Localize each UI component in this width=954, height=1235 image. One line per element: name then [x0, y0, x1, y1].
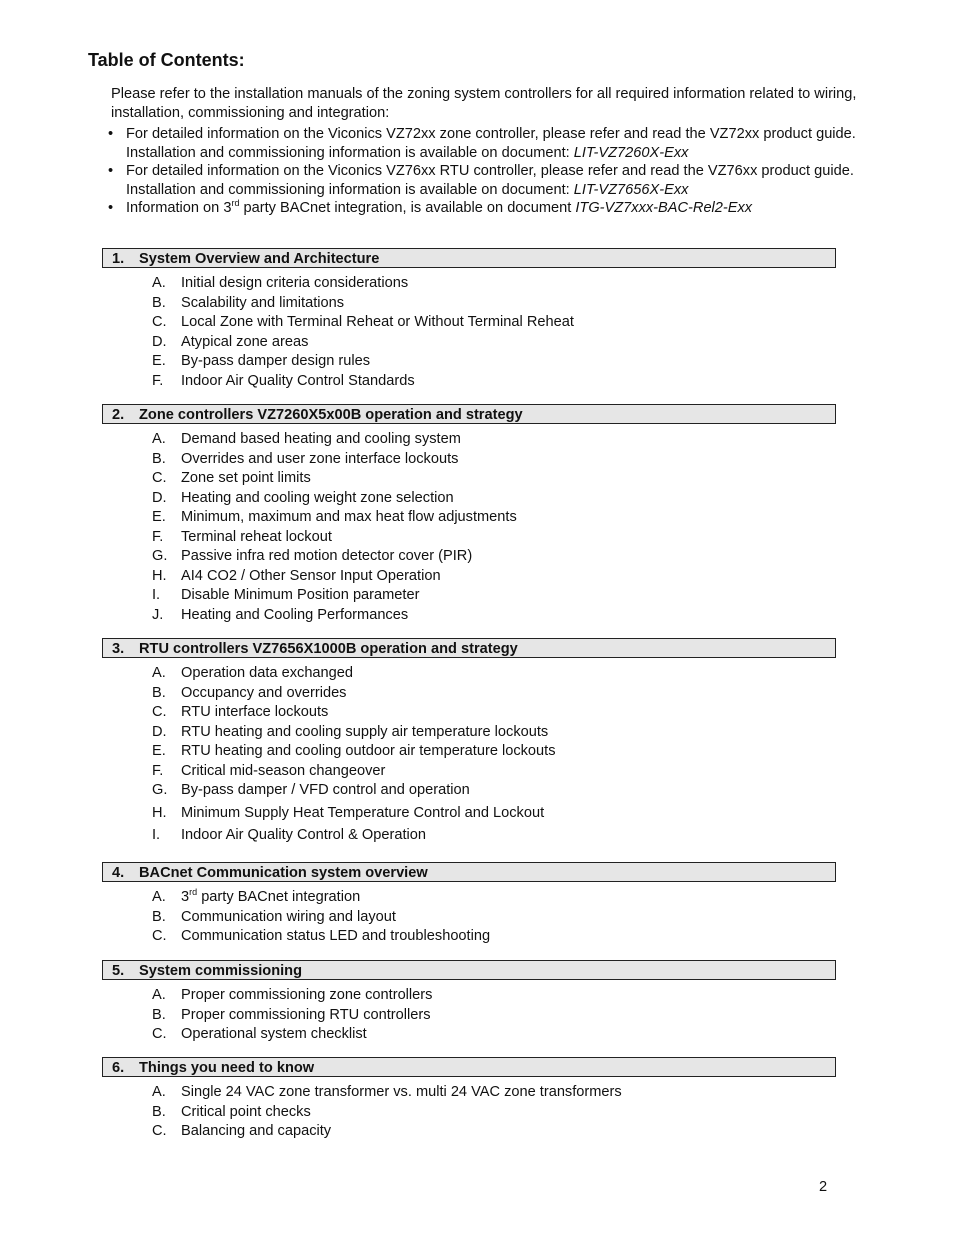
toc-entry-text: Operation data exchanged — [181, 665, 354, 681]
section-number: 5. — [112, 963, 125, 979]
toc-entry-letter: A. — [152, 431, 166, 447]
toc-entry-letter: C. — [152, 1123, 167, 1139]
section-number: 2. — [112, 407, 125, 423]
toc-entry-text: Occupancy and overrides — [181, 684, 347, 701]
section-number: 4. — [112, 865, 125, 881]
toc-entry-text: Critical point checks — [181, 1103, 311, 1120]
toc-entry-text: Disable Minimum Position parameter — [181, 587, 420, 603]
toc-entry-letter: A. — [152, 1084, 166, 1100]
reference-text: For detailed information on the Viconics VZ76xx RTU controller, please refer and read the VZ76xx product guide. Installation and commissioning information is available on document: — [126, 163, 854, 198]
toc-entry-letter: B. — [152, 1103, 166, 1120]
toc-entry-text: Demand based heating and cooling system — [181, 431, 461, 447]
toc-entry-text: Operational system checklist — [181, 1026, 367, 1042]
section-title: Zone controllers VZ7260X5x00B operation and strategy — [139, 407, 523, 423]
toc-entry-letter: E. — [152, 509, 166, 525]
toc-entry-letter: C. — [152, 314, 167, 330]
reference-doc: ITG-VZ7xxx-BAC-Rel2-Exx — [575, 200, 753, 216]
section-number: 1. — [112, 251, 125, 267]
toc-entry-letter: A. — [152, 665, 166, 681]
toc-entry-letter: I. — [152, 587, 161, 603]
section-number: 3. — [112, 641, 125, 657]
toc-entry-letter: H. — [152, 567, 167, 584]
toc-entry-letter: F. — [152, 528, 164, 545]
toc-entry-letter: C. — [152, 470, 167, 486]
reference-text-pre: Information on 3 — [126, 200, 232, 216]
toc-entry-text: Minimum Supply Heat Temperature Control and Lockout — [181, 804, 545, 821]
toc-entry-letter: J. — [152, 606, 164, 623]
toc-entry-letter: D. — [152, 489, 167, 506]
section-title: System Overview and Architecture — [139, 251, 380, 267]
toc-entry-text: Terminal reheat lockout — [181, 528, 332, 545]
section-title: RTU controllers VZ7656X1000B operation and strategy — [139, 641, 518, 657]
section-header — [102, 960, 836, 980]
toc-entry-letter: A. — [152, 889, 166, 905]
toc-entry-text: Communication status LED and troubleshooting — [181, 928, 491, 944]
section-header — [102, 248, 836, 268]
toc-entry-letter: F. — [152, 762, 164, 779]
toc-entry-text: Atypical zone areas — [181, 333, 309, 350]
toc-entry-text: Minimum, maximum and max heat flow adjustments — [181, 509, 517, 525]
toc-entry-text: Communication wiring and layout — [181, 908, 396, 925]
section-header — [102, 1057, 836, 1077]
toc-entry-letter: I. — [152, 827, 161, 843]
toc-entry-text: Scalability and limitations — [181, 294, 345, 311]
toc-entry-letter: B. — [152, 294, 166, 311]
toc-entry-text: Overrides and user zone interface lockouts — [181, 450, 459, 467]
bullet-dot: • — [108, 163, 114, 179]
toc-entry-letter: C. — [152, 1026, 167, 1042]
toc-entry-letter: B. — [152, 450, 166, 467]
page-title: Table of Contents: — [88, 50, 245, 70]
toc-entry-letter: E. — [152, 353, 166, 369]
reference-text: For detailed information on the Viconics VZ72xx zone controller, please refer and read the VZ72xx product guide. Installation and commissioning information is available on document: — [126, 126, 856, 161]
superscript: rd — [189, 887, 198, 897]
toc-entry-letter: D. — [152, 333, 167, 350]
superscript: rd — [231, 198, 240, 208]
toc-entry-text: RTU heating and cooling outdoor air temperature lockouts — [181, 743, 556, 759]
toc-entry-text: Heating and Cooling Performances — [181, 606, 409, 623]
toc-entry-text: Indoor Air Quality Control Standards — [181, 372, 415, 389]
toc-entry-letter: F. — [152, 372, 164, 389]
toc-entry-text: Balancing and capacity — [181, 1123, 332, 1139]
section-header — [102, 638, 836, 658]
toc-entry-text: Indoor Air Quality Control & Operation — [181, 827, 426, 843]
toc-entry-text: Critical mid-season changeover — [181, 762, 386, 779]
section-header — [102, 404, 836, 424]
section-number: 6. — [112, 1060, 125, 1076]
toc-entry-text-post: party BACnet integration — [197, 889, 361, 905]
toc-entry-text-pre: 3 — [181, 889, 190, 905]
toc-entry-text: RTU interface lockouts — [181, 704, 329, 720]
bullet-dot: • — [108, 126, 114, 142]
reference-item — [108, 199, 878, 218]
reference-item — [108, 125, 878, 162]
reference-list — [108, 125, 878, 218]
toc-entry-letter: B. — [152, 908, 166, 925]
page-number: 2 — [819, 1179, 828, 1195]
reference-doc: LIT-VZ7260X-Exx — [573, 144, 689, 161]
toc-entry-text: Passive infra red motion detector cover (PIR) — [181, 548, 473, 564]
toc-entry-text: Zone set point limits — [181, 470, 311, 486]
toc-entry-text: Local Zone with Terminal Reheat or Without Terminal Reheat — [181, 314, 574, 330]
toc-entry-letter: G. — [152, 782, 168, 798]
toc-entry-text — [181, 888, 360, 908]
reference-text-post: party BACnet integration, is available on document — [239, 200, 576, 216]
toc-entry-letter: H. — [152, 804, 167, 821]
toc-entry-letter: D. — [152, 723, 167, 740]
reference-doc: LIT-VZ7656X-Exx — [573, 181, 689, 198]
toc-entry-letter: G. — [152, 548, 168, 564]
toc-entry-text: Proper commissioning zone controllers — [181, 987, 433, 1003]
toc-entry-text: RTU heating and cooling supply air temperature lockouts — [181, 723, 549, 740]
toc-entry-text: Heating and cooling weight zone selection — [181, 489, 454, 506]
toc-entry-text: By-pass damper / VFD control and operation — [181, 782, 470, 798]
toc-entry-text: By-pass damper design rules — [181, 353, 370, 369]
toc-entry-text: Proper commissioning RTU controllers — [181, 1006, 431, 1023]
section-header — [102, 862, 836, 882]
toc-entry-text: Single 24 VAC zone transformer vs. multi 24 VAC zone transformers — [181, 1084, 622, 1100]
reference-item — [108, 162, 878, 199]
section-title: Things you need to know — [139, 1060, 315, 1076]
section-title: System commissioning — [139, 963, 303, 979]
toc-entry-letter: C. — [152, 704, 167, 720]
toc-entry-text: AI4 CO2 / Other Sensor Input Operation — [181, 567, 441, 584]
section-title: BACnet Communication system overview — [139, 865, 428, 881]
toc-entry-letter: C. — [152, 928, 167, 944]
toc-entry-letter: B. — [152, 1006, 166, 1023]
toc-entry-letter: B. — [152, 684, 166, 701]
bullet-dot: • — [108, 200, 114, 216]
toc-entry-letter: A. — [152, 275, 166, 291]
toc-entry-letter: E. — [152, 743, 166, 759]
intro-paragraph: Please refer to the installation manuals of the zoning system controllers for all required information related to wiring, installation, commissioning and integration: — [111, 86, 857, 121]
toc-entry-letter: A. — [152, 987, 166, 1003]
toc-entry-text: Initial design criteria considerations — [181, 275, 409, 291]
